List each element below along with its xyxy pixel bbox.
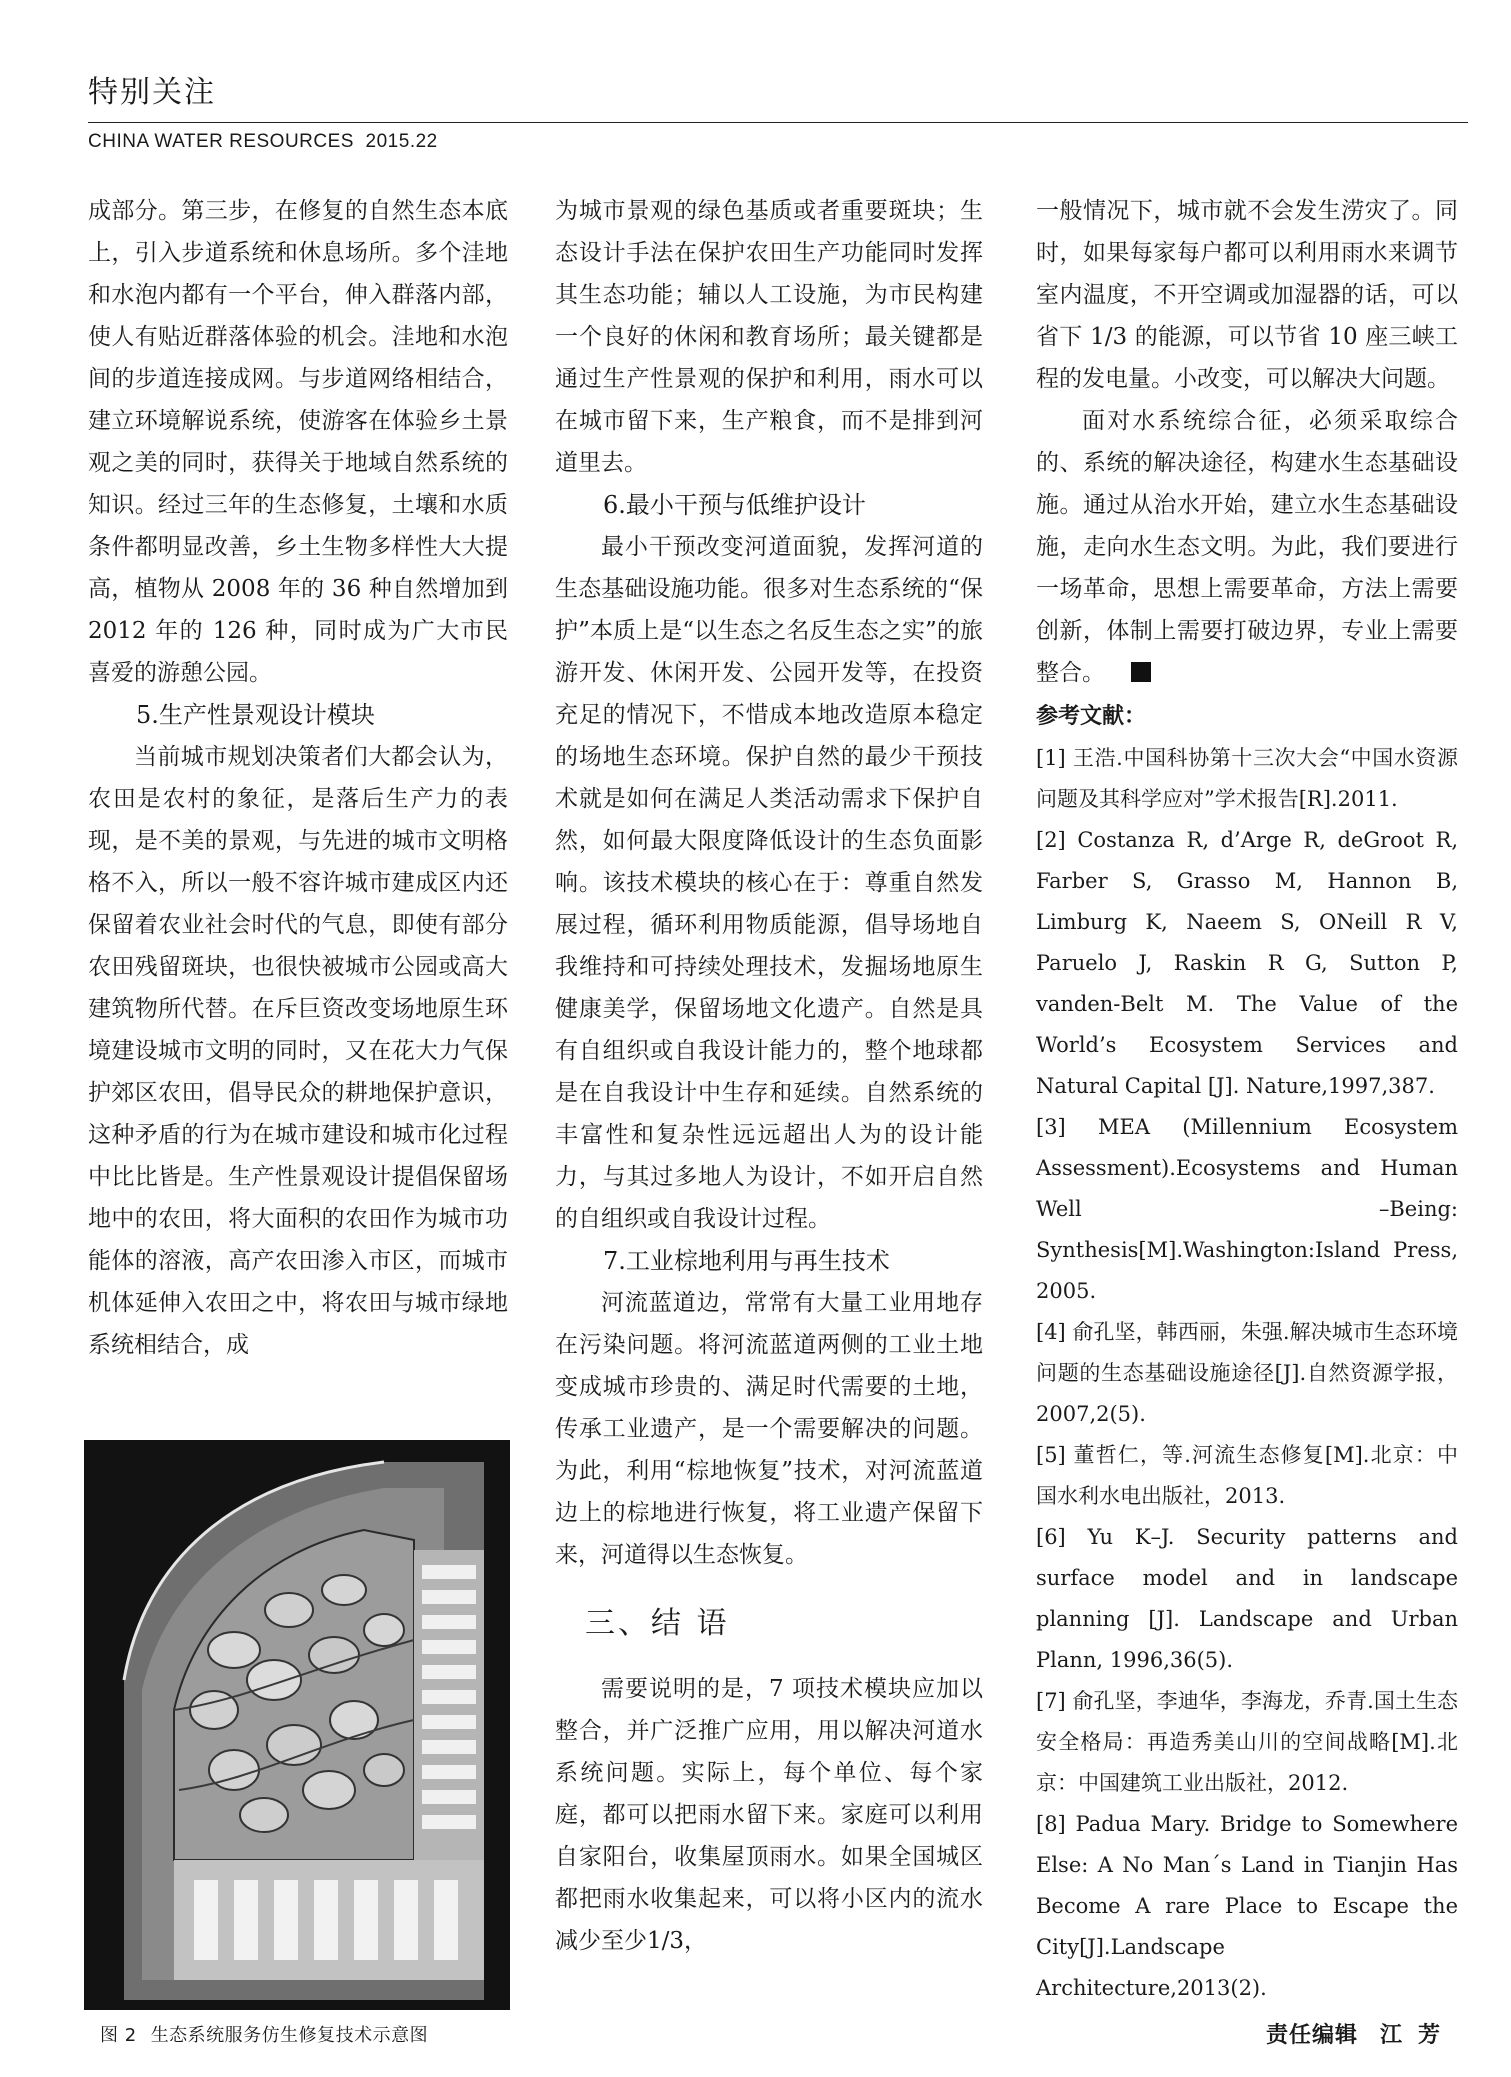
section-heading-conclusion: 三、结 语: [585, 1606, 730, 1641]
figure-2-image: [84, 1440, 510, 2010]
figure-number: 图 2: [100, 2025, 137, 2046]
journal-line: [88, 127, 1468, 157]
reference-item: [8] Padua Mary. Bridge to Somewhere Else: A No Man´s Land in Tianjin Has Become A rare Place to Escape the City[J].Landscape Architecture,2013(2).: [1036, 1812, 1458, 2000]
responsible-editor: [1266, 2018, 1456, 2049]
paragraph: 当前城市规划决策者们大都会认为，农田是农村的象征，是落后生产力的表现，是不美的景观，与先进的城市文明格格不入，所以一般不容许城市建成区内还保留着农业社会时代的气息，即使有部分农田残留斑块，也很快被城市公园或高大建筑物所代替。在斥巨资改变场地原生环境建设城市文明的同时，又在花大力气保护郊区农田，倡导民众的耕地保护意识，这种矛盾的行为在城市建设和城市化过程中比比皆是。生产性景观设计提倡保留场地中的农田，将大面积的农田作为城市功能体的溶液，高产农田渗入市区，而城市机体延伸入农田之中，将农田与城市绿地系统相结合，成: [88, 744, 508, 1358]
references-heading: 参考文献：: [1036, 704, 1147, 729]
end-of-article-mark: [1131, 662, 1151, 682]
paragraph: 最小干预改变河道面貌，发挥河道的生态基础设施功能。很多对生态系统的“保护”本质上是“以生态之名反生态之实”的旅游开发、休闲开发、公园开发等，在投资充足的情况下，不惜成本地改造原本稳定的场地生态环境。保护自然的最少干预技术就是如何在满足人类活动需求下保护自然，如何最大限度降低设计的生态负面影响。该技术模块的核心在于：尊重自然发展过程，循环利用物质能源，倡导场地自我维持和可持续处理技术，发掘场地原生健康美学，保留场地文化遗产。自然是具有自组织或自我设计能力的，整个地球都是在自我设计中生存和延续。自然系统的丰富性和复杂性远远超出人为的设计能力，与其过多地人为设计，不如开启自然的自组织或自我设计过程。: [555, 534, 983, 1232]
header-rule: [88, 122, 1468, 123]
reference-item: [4] 俞孔坚，韩西丽，朱强.解决城市生态环境问题的生态基础设施途径[J].自然资源学报，2007,2(5).: [1036, 1320, 1458, 1426]
figure-caption-text: 生态系统服务仿生修复技术示意图: [150, 2025, 429, 2046]
paragraph: 河流蓝道边，常常有大量工业用地存在污染问题。将河流蓝道两侧的工业土地变成城市珍贵的、满足时代需要的土地，传承工业遗产，是一个需要解决的问题。为此，利用“棕地恢复”技术，对河流蓝道边上的棕地进行恢复，将工业遗产保留下来，河道得以生态恢复。: [555, 1290, 983, 1568]
subheading-7: 7.工业棕地利用与再生技术: [603, 1247, 890, 1275]
editor-name: 江芳: [1379, 2023, 1456, 2048]
column-1: [88, 190, 508, 1366]
reference-item: [6] Yu K–J. Security patterns and surface model and in landscape planning [J]. Landscape and Urban Plann, 1996,36(5).: [1036, 1525, 1458, 1672]
paragraph: 为城市景观的绿色基质或者重要斑块；生态设计手法在保护农田生产功能同时发挥其生态功能；辅以人工设施，为市民构建一个良好的休闲和教育场所；最关键都是通过生产性景观的保护和利用，雨水可以在城市留下来，生产粮食，而不是排到河道里去。: [555, 198, 983, 476]
subheading-6: 6.最小干预与低维护设计: [603, 491, 866, 519]
page-header: [88, 70, 1468, 157]
journal-name: CHINA WATER RESOURCES: [88, 131, 354, 152]
column-3: [1036, 190, 1458, 2009]
paragraph: 需要说明的是，7 项技术模块应加以整合，并广泛推广应用，用以解决河道水系统问题。实际上，每个单位、每个家庭，都可以把雨水留下来。家庭可以利用自家阳台，收集屋顶雨水。如果全国城区都把雨水收集起来，可以将小区内的流水减少至少1/3，: [555, 1676, 983, 1954]
paragraph: 一般情况下，城市就不会发生涝灾了。同时，如果每家每户都可以利用雨水来调节室内温度，不开空调或加湿器的话，可以省下 1/3 的能源，可以节省 10 座三峡工程的发电量。小改变，可以解决大问题。: [1036, 198, 1458, 392]
reference-item: [1] 王浩.中国科协第十三次大会“中国水资源问题及其科学应对”学术报告[R].2011.: [1036, 746, 1458, 811]
column-2: [555, 190, 983, 1962]
reference-item: [7] 俞孔坚，李迪华，李海龙，乔青.国土生态安全格局：再造秀美山川的空间战略[M].北京：中国建筑工业出版社，2012.: [1036, 1689, 1458, 1795]
paragraph: 成部分。第三步，在修复的自然生态本底上，引入步道系统和休息场所。多个洼地和水泡内都有一个平台，伸入群落内部，使人有贴近群落体验的机会。洼地和水泡间的步道连接成网。与步道网络相结合，建立环境解说系统，使游客在体验乡土景观之美的同时，获得关于地域自然系统的知识。经过三年的生态修复，土壤和水质条件都明显改善，乡土生物多样性大大提高，植物从 2008 年的 36 种自然增加到 2012 年的 126 种，同时成为广大市民喜爱的游憩公园。: [88, 198, 508, 686]
paragraph-text: 面对水系统综合征，必须采取综合的、系统的解决途径，构建水生态基础设施。通过从治水开始，建立水生态基础设施，走向水生态文明。为此，我们要进行一场革命，思想上需要革命，方法上需要创新，体制上需要打破边界，专业上需要整合。: [1036, 408, 1458, 686]
journal-issue: 2015.22: [365, 131, 438, 152]
reference-item: [2] Costanza R, d’Arge R, deGroot R, Farber S, Grasso M, Hannon B, Limburg K, Naeem S, ONeill R V, Paruelo J, Raskin R G, Sutton P, vanden-Belt M. The Value of the World’s Ecosystem Services and Natural Capital [J]. Nature,1997,387.: [1036, 828, 1458, 1098]
paragraph: [1036, 400, 1458, 694]
editor-label: 责任编辑: [1265, 2023, 1358, 2048]
reference-item: [3] MEA (Millennium Ecosystem Assessment).Ecosystems and Human Well –Being: Synthesis[M].Washington:Island Press, 2005.: [1036, 1115, 1458, 1303]
section-title: 特别关注: [88, 75, 216, 110]
site-plan-illustration: [84, 1440, 510, 2010]
reference-item: [5] 董哲仁，等.河流生态修复[M].北京：中国水利水电出版社，2013.: [1036, 1443, 1458, 1508]
subheading-5: 5.生产性景观设计模块: [136, 701, 375, 729]
figure-caption: [100, 2022, 428, 2050]
